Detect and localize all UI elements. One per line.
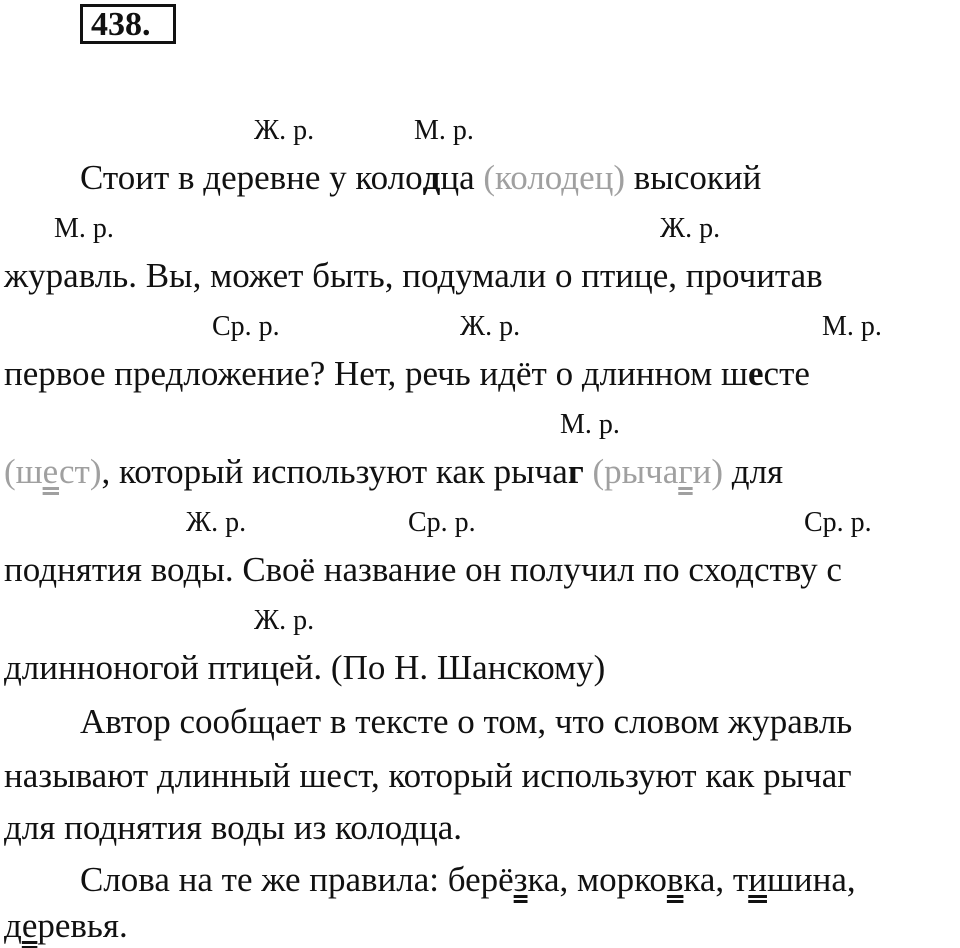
gender-label: Ж. р. [254,605,315,636]
gender-label: М. р. [560,409,620,440]
text-line-4: (шест), который используют как рычаг (рычаги) для [4,452,784,491]
text-line-5: поднятия воды. Своё название он получил по сходству с [4,550,842,589]
check-word: (колодец) [483,158,626,197]
gender-label: Ж. р. [460,311,521,342]
check-word: (рычаги) [592,452,724,491]
text-line-8: называют длинный шест, который используют как рычаг [4,756,852,795]
gender-label: Ср. р. [408,507,476,538]
gender-label: Ж. р. [186,507,247,538]
gender-label: М. р. [54,213,114,244]
text-line-3: первое предложение? Нет, речь идёт о длинном шесте [4,354,810,393]
text-line-6: длинноногой птицей. (По Н. Шанскому) [4,648,606,687]
text-line-1: Стоит в деревне у колодца (колодец) высокий [80,158,762,197]
text-line-11: деревья. [4,906,128,945]
text-line-10: Слова на те же правила: берёзка, морковка, тишина, [80,860,856,899]
gender-label: М. р. [822,311,882,342]
gender-label: Ж. р. [660,213,721,244]
gender-label: Ж. р. [254,115,315,146]
exercise-number: 438. [80,4,176,44]
gender-label: М. р. [414,115,474,146]
text-line-9: для поднятия воды из колодца. [4,808,463,847]
gender-label: Ср. р. [804,507,872,538]
text-line-2: журавль. Вы, может быть, подумали о птице, прочитав [4,256,823,295]
check-word: (шест) [4,452,102,491]
text-line-7: Автор сообщает в тексте о том, что словом журавль [80,702,853,741]
gender-label: Ср. р. [212,311,280,342]
